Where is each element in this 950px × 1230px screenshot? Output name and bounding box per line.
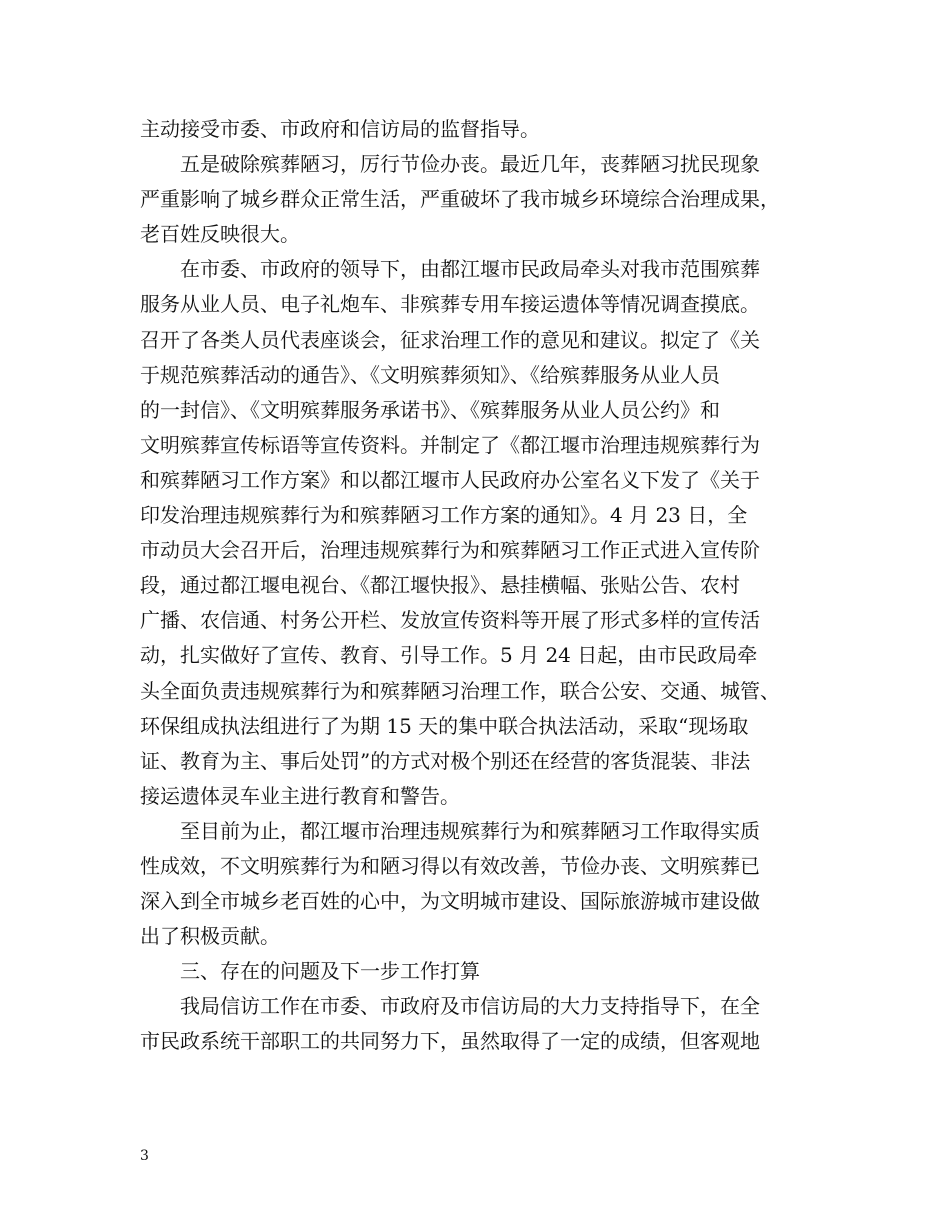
text-line: 广播、农信通、村务公开栏、发放宣传资料等开展了形式多样的宣传活 bbox=[140, 608, 760, 633]
text-line: 头全面负责违规殡葬行为和殡葬陋习治理工作，联合公安、交通、城管、 bbox=[140, 678, 780, 703]
text-line: 性成效，不文明殡葬行为和陋习得以有效改善，节俭办丧、文明殡葬已 bbox=[140, 853, 760, 878]
text-line: 和殡葬陋习工作方案》和以都江堰市人民政府办公室名义下发了《关于 bbox=[140, 467, 760, 492]
text-line: 严重影响了城乡群众正常生活，严重破坏了我市城乡环境综合治理成果， bbox=[140, 187, 780, 212]
text-line: 深入到全市城乡老百姓的心中，为文明城市建设、国际旅游城市建设做 bbox=[140, 889, 760, 914]
page-number: 3 bbox=[140, 1148, 149, 1164]
body-text bbox=[140, 112, 830, 1060]
paragraph-start-line: 在市委、市政府的领导下，由都江堰市民政局牵头对我市范围殡葬 bbox=[180, 257, 760, 282]
text-line: 段，通过都江堰电视台、《都江堰快报》、悬挂横幅、张贴公告、农村 bbox=[140, 573, 740, 598]
text-line: 服务从业人员、电子礼炮车、非殡葬专用车接运遗体等情况调查摸底。 bbox=[140, 292, 760, 317]
paragraph-start-line: 我局信访工作在市委、市政府及市信访局的大力支持指导下，在全 bbox=[180, 994, 760, 1019]
text-line: 动，扎实做好了宣传、教育、引导工作。5 月 24 日起，由市民政局牵 bbox=[140, 643, 758, 668]
text-line: 印发治理违规殡葬行为和殡葬陋习工作方案的通知》。4 月 23 日，全 bbox=[140, 503, 748, 528]
paragraph-start-line: 五是破除殡葬陋习，厉行节俭办丧。最近几年，丧葬陋习扰民现象 bbox=[180, 152, 760, 177]
text-line: 接运遗体灵车业主进行教育和警告。 bbox=[140, 783, 460, 808]
text-line: 市动员大会召开后，治理违规殡葬行为和殡葬陋习工作正式进入宣传阶 bbox=[140, 538, 760, 563]
text-line: 主动接受市委、市政府和信访局的监督指导。 bbox=[140, 117, 540, 141]
text-line: 文明殡葬宣传标语等宣传资料。并制定了《都江堰市治理违规殡葬行为 bbox=[140, 432, 760, 457]
paragraph-start-line: 至目前为止，都江堰市治理违规殡葬行为和殡葬陋习工作取得实质 bbox=[180, 818, 760, 843]
text-line: 的一封信》、《文明殡葬服务承诺书》、《殡葬服务从业人员公约》和 bbox=[140, 397, 720, 422]
text-line: 老百姓反映很大。 bbox=[140, 222, 300, 247]
text-line: 于规范殡葬活动的通告》、《文明殡葬须知》、《给殡葬服务从业人员 bbox=[140, 362, 720, 387]
section-heading: 三、存在的问题及下一步工作打算 bbox=[180, 959, 480, 984]
text-line: 环保组成执法组进行了为期 15 天的集中联合执法活动，采取“现场取 bbox=[140, 713, 749, 738]
text-line: 出了积极贡献。 bbox=[140, 924, 280, 949]
text-line: 召开了各类人员代表座谈会，征求治理工作的意见和建议。拟定了《关 bbox=[140, 327, 760, 352]
text-line: 证、教育为主、事后处罚”的方式对极个别还在经营的客货混装、非法 bbox=[140, 748, 751, 773]
text-line: 市民政系统干部职工的共同努力下，虽然取得了一定的成绩，但客观地 bbox=[140, 1029, 760, 1054]
